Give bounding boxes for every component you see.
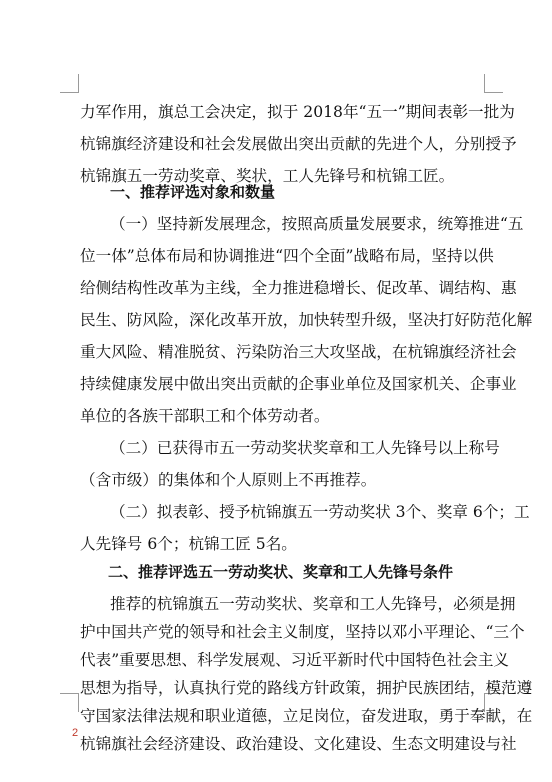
body-line: （二）拟表彰、授予杭锦旗五一劳动奖状 3个、奖章 6个；工 xyxy=(110,503,530,521)
body-line: （一）坚持新发展理念，按照高质量发展要求，统筹推进“五 xyxy=(110,215,524,233)
body-line: 持续健康发展中做出突出贡献的企事业单位及国家机关、企事业 xyxy=(80,375,517,393)
body-line: 给侧结构性改革为主线，全力推进稳增长、促改革、调结构、惠 xyxy=(80,279,517,297)
body-line: 力军作用，旗总工会决定，拟于 2018年“五一”期间表彰一批为 xyxy=(80,103,515,121)
body-line: 杭锦旗社会经济建设、政治建设、文化建设、生态文明建设与社 xyxy=(80,735,517,753)
body-line: 守国家法律法规和职业道德，立足岗位，奋发进取，勇于奉献，在 xyxy=(80,707,533,725)
body-line: （二）已获得市五一劳动奖状奖章和工人先锋号以上称号 xyxy=(110,439,500,457)
body-line: 民生、防风险，深化改革开放，加快转型升级，坚决打好防范化解 xyxy=(80,311,533,329)
body-line: 护中国共产党的领导和社会主义制度，坚持以邓小平理论、“三个 xyxy=(80,623,525,641)
crop-mark-top-right xyxy=(484,74,503,93)
body-line: 杭锦旗五一劳动奖章、奖状，工人先锋号和杭锦工匠。 xyxy=(80,167,455,185)
crop-mark-top-left xyxy=(60,74,79,93)
body-line: 单位的各族干部职工和个体劳动者。 xyxy=(80,407,330,425)
body-line: 代表”重要思想、科学发展观、习近平新时代中国特色社会主义 xyxy=(80,651,510,669)
body-line: 人先锋号 6个；杭锦工匠 5名。 xyxy=(80,535,297,553)
body-line: 思想为指导，认真执行党的路线方针政策，拥护民族团结，模范遵 xyxy=(80,679,533,697)
body-line: 杭锦旗经济建设和社会发展做出突出贡献的先进个人，分别授予 xyxy=(80,135,517,153)
body-line: 推荐的杭锦旗五一劳动奖状、奖章和工人先锋号，必须是拥 xyxy=(110,595,516,613)
crop-mark-bottom-left xyxy=(60,693,79,712)
section-heading-2: 二、推荐评选五一劳动奖状、奖章和工人先锋号条件 xyxy=(108,563,454,581)
body-line: 位一体”总体布局和协调推进“四个全面”战略布局，坚持以供 xyxy=(80,247,494,265)
section-heading-1: 一、推荐评选对象和数量 xyxy=(110,183,276,201)
body-line: 重大风险、精准脱贫、污染防治三大攻坚战，在杭锦旗经济社会 xyxy=(80,343,517,361)
page-number: 2 xyxy=(72,727,79,739)
body-line: （含市级）的集体和个人原则上不再推荐。 xyxy=(80,471,377,489)
